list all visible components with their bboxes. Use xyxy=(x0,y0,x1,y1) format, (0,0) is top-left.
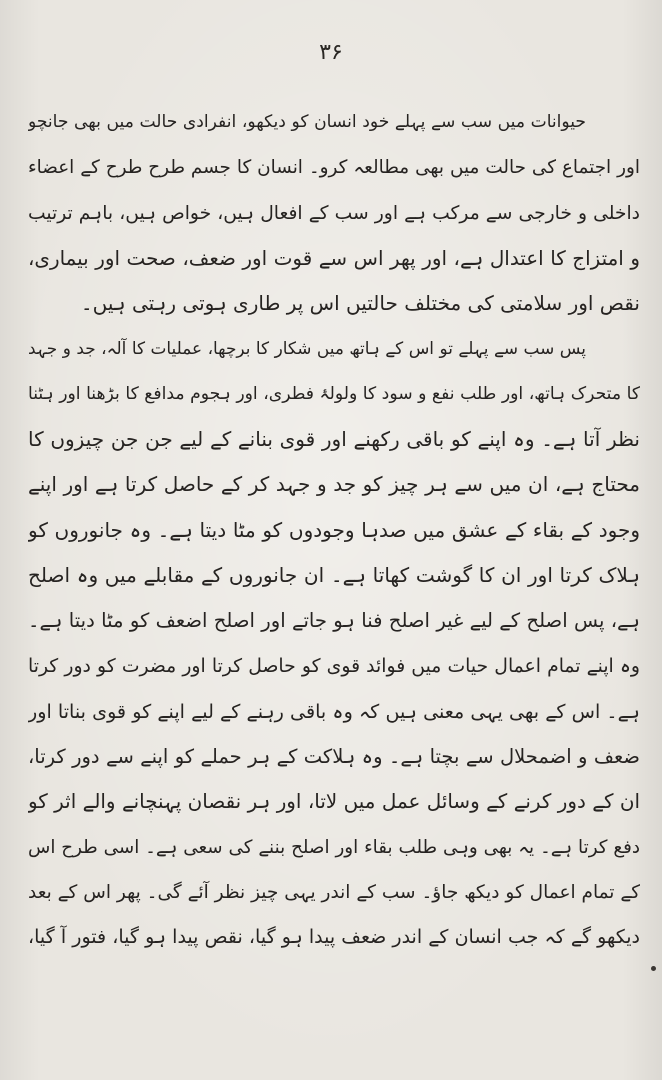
text-line: کے تمام اعمال کو دیکھ جاؤ۔ سب کے اندر یہی چیز نظر آئے گی۔ پھر اس کے بعد xyxy=(28,882,640,904)
text-line: داخلی و خارجی سے مرکب ہے اور سب کے افعال ہیں، خواص ہیں، باہم ترتیب xyxy=(28,202,640,224)
text-line: محتاج ہے، ان میں سے ہر چیز کو جد و جہد کر کے حاصل کرتا ہے اور اپنے xyxy=(28,472,640,497)
text-line: ہے، پس اصلح کے لیے غیر اصلح فنا ہو جاتے اور اصلح اضعف کو مٹا دیتا ہے۔ xyxy=(28,609,640,633)
text-line: وہ اپنے تمام اعمال حیات میں فوائد قوی کو حاصل کرتا اور مضرت کو دور کرتا xyxy=(28,655,640,677)
text-line: ہے۔ اس کے بھی یہی معنی ہیں کہ وہ باقی رہنے کے لیے اپنے کو قوی بناتا اور xyxy=(28,699,640,723)
text-line: نقص اور سلامتی کی مختلف حالتیں اس پر طاری ہوتی رہتی ہیں۔ xyxy=(80,291,640,316)
page-number: ۳۶ xyxy=(319,40,343,65)
text-line: دیکھو گے کہ جب انسان کے اندر ضعف پیدا ہو گیا، نقص پیدا ہو گیا، فتور آ گیا، xyxy=(28,926,640,949)
page-text-body xyxy=(28,100,640,961)
text-line: دفع کرتا ہے۔ یہ بھی وہی طلب بقاء اور اصلح بننے کی سعی ہے۔ اسی طرح اس xyxy=(28,836,640,858)
text-line: ان کے دور کرنے کے وسائل عمل میں لاتا، اور ہر نقصان پہنچانے والے اثر کو xyxy=(28,790,640,814)
text-line: وجود کے بقاء کے عشق میں صدہا وجودوں کو مٹا دیتا ہے۔ وہ جانوروں کو xyxy=(28,517,640,542)
text-line: ضعف و اضمحلال سے بچتا ہے۔ وہ ہلاکت کے ہر حملے کو اپنے سے دور کرتا، xyxy=(28,745,640,769)
text-line: حیوانات میں سب سے پہلے خود انسان کو دیکھو، انفرادی حالت میں بھی جانچو xyxy=(28,112,586,132)
text-line: کا متحرک ہاتھ، اور طلب نفع و سود کا ولولۂ فطری، اور ہجوم مدافع کا بڑھنا اور ہٹنا xyxy=(28,383,640,404)
text-line: و امتزاج کا اعتدال ہے، اور پھر اس سے قوت اور ضعف، صحت اور بیماری، xyxy=(28,246,640,270)
text-line: نظر آتا ہے۔ وہ اپنے کو باقی رکھنے اور قوی بنانے کے لیے جن جن چیزوں کا xyxy=(28,427,640,452)
text-line: ہلاک کرتا اور ان کا گوشت کھاتا ہے۔ ان جانوروں کے مقابلے میں وہ اصلح xyxy=(28,562,640,587)
text-line: پس سب سے پہلے تو اس کے ہاتھ میں شکار کا برچھا، عملیات کا آلہ، جد و جہد xyxy=(28,338,586,359)
margin-dot-mark xyxy=(651,966,656,971)
text-line: اور اجتماع کی حالت میں بھی مطالعہ کرو۔ انسان کا جسم طرح طرح کے اعضاء xyxy=(28,157,640,179)
